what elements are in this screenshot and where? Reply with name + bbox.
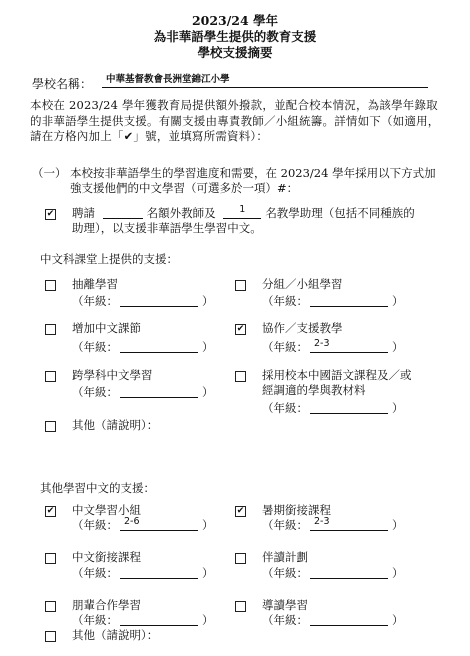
option-guided-reading-label: 導讀學習: [262, 598, 308, 612]
option-school-based-curriculum-label-2: 經調適的學與教材料: [262, 383, 366, 397]
checkbox-classroom-other[interactable]: [45, 421, 56, 432]
grade-peer-learning: （年級： ）: [72, 613, 214, 627]
teaching-assistants-value: 1: [239, 204, 246, 215]
option-extra-lessons-label: 增加中文課節: [72, 321, 141, 335]
extra-teachers-field[interactable]: [103, 206, 143, 219]
school-name-field[interactable]: 中華基督教會長洲堂錦江小學: [102, 72, 428, 88]
form-year-title: 2023/24 學年: [191, 13, 279, 28]
option-school-based-curriculum-label: 採用校本中國語文課程及／或: [262, 368, 412, 382]
checkbox-group-learning[interactable]: [235, 280, 246, 291]
checkbox-other-support-other[interactable]: [45, 631, 56, 642]
grade-field-chinese-bridging[interactable]: [120, 566, 198, 579]
question-1-text: 本校按非華語學生的學習進度和需要，在 2023/24 學年採用以下方式加強支援他們的中文學習（可選多於一項）#：: [70, 166, 436, 195]
checkbox-co-teaching[interactable]: ✔: [236, 324, 245, 334]
grade-field-pullout[interactable]: [120, 294, 198, 307]
grade-field-school-based-curriculum[interactable]: [310, 401, 388, 414]
option-summer-bridging-label: 暑期銜接課程: [262, 503, 331, 517]
grade-group-learning: （年級： ）: [262, 294, 404, 308]
school-name-label: 學校名稱：: [32, 77, 93, 91]
grade-field-co-teaching[interactable]: 2-3: [310, 340, 388, 353]
option-co-teaching-label: 協作／支援教學: [262, 321, 343, 335]
staffing-line-1: [72, 206, 415, 221]
staffing-checkbox[interactable]: ✔: [46, 209, 55, 219]
checkbox-school-based-curriculum[interactable]: [235, 371, 246, 382]
grade-extra-lessons: （年級： ）: [72, 340, 214, 354]
checkbox-guided-reading[interactable]: [235, 601, 246, 612]
teaching-assistants-field[interactable]: [223, 206, 261, 219]
grade-chinese-bridging: （年級： ）: [72, 566, 214, 580]
checkbox-chinese-bridging[interactable]: [45, 553, 56, 564]
grade-chinese-group: （年級： 2-6 ）: [72, 516, 214, 532]
grade-co-teaching: （年級： 2-3 ）: [262, 338, 404, 354]
checkbox-peer-learning[interactable]: [45, 601, 56, 612]
grade-field-guided-reading[interactable]: [310, 613, 388, 626]
option-chinese-bridging-label: 中文銜接課程: [72, 550, 141, 564]
checkbox-pullout[interactable]: [45, 280, 56, 291]
staffing-mid-text: 名額外教師及: [146, 206, 216, 220]
grade-field-peer-learning[interactable]: [120, 613, 198, 626]
grade-reading-partner: （年級： ）: [262, 566, 404, 580]
other-support-heading: 其他學習中文的支援：: [40, 481, 155, 495]
intro-paragraph: 本校在 2023/24 學年獲教育局提供額外撥款，並配合校本情況，為該學年錄取的非華語學生提供支援。有關支援由專責教師／小組統籌。詳情如下（如適用，請在方格內加上「✔」號，並填寫所需資料）：: [30, 98, 440, 143]
question-1-number: （一）: [32, 166, 67, 180]
classroom-support-heading: 中文科課堂上提供的支援：: [40, 252, 178, 266]
grade-guided-reading: （年級： ）: [262, 613, 404, 627]
checkbox-reading-partner[interactable]: [235, 553, 246, 564]
option-group-learning-label: 分組／小組學習: [262, 277, 343, 291]
grade-summer-bridging: （年級： 2-3 ）: [262, 516, 404, 532]
option-other-support-other-label: 其他（請說明）：: [72, 628, 159, 642]
checkbox-extra-lessons[interactable]: [45, 324, 56, 335]
grade-pullout: （年級： ）: [72, 294, 214, 308]
checkbox-summer-bridging[interactable]: ✔: [236, 506, 245, 516]
checkbox-cross-curricular[interactable]: [45, 371, 56, 382]
grade-field-extra-lessons[interactable]: [120, 340, 198, 353]
grade-field-group-learning[interactable]: [310, 294, 388, 307]
staffing-hire-text: 聘請: [72, 206, 95, 220]
form-main-title: 為非華語學生提供的教育支援: [153, 29, 317, 44]
grade-field-reading-partner[interactable]: [310, 566, 388, 579]
option-classroom-other-label: 其他（請說明）：: [72, 418, 159, 432]
option-reading-partner-label: 伴讀計劃: [262, 550, 308, 564]
option-peer-learning-label: 朋輩合作學習: [72, 598, 141, 612]
staffing-post-text: 名教學助理（包括不同種族的: [265, 206, 415, 220]
grade-field-cross-curricular[interactable]: [120, 385, 198, 398]
option-pullout-label: 抽離學習: [72, 277, 118, 291]
staffing-line-2: 助理），以支援非華語學生學習中文。: [72, 221, 262, 235]
grade-field-chinese-group[interactable]: 2-6: [120, 518, 198, 531]
grade-field-summer-bridging[interactable]: 2-3: [310, 518, 388, 531]
grade-cross-curricular: （年級： ）: [72, 385, 214, 399]
option-chinese-group-label: 中文學習小組: [72, 503, 141, 517]
option-cross-curricular-label: 跨學科中文學習: [72, 368, 153, 382]
grade-school-based-curriculum: （年級： ）: [262, 401, 404, 415]
form-subtitle: 學校支援摘要: [197, 45, 273, 60]
checkbox-chinese-group[interactable]: ✔: [46, 506, 55, 516]
